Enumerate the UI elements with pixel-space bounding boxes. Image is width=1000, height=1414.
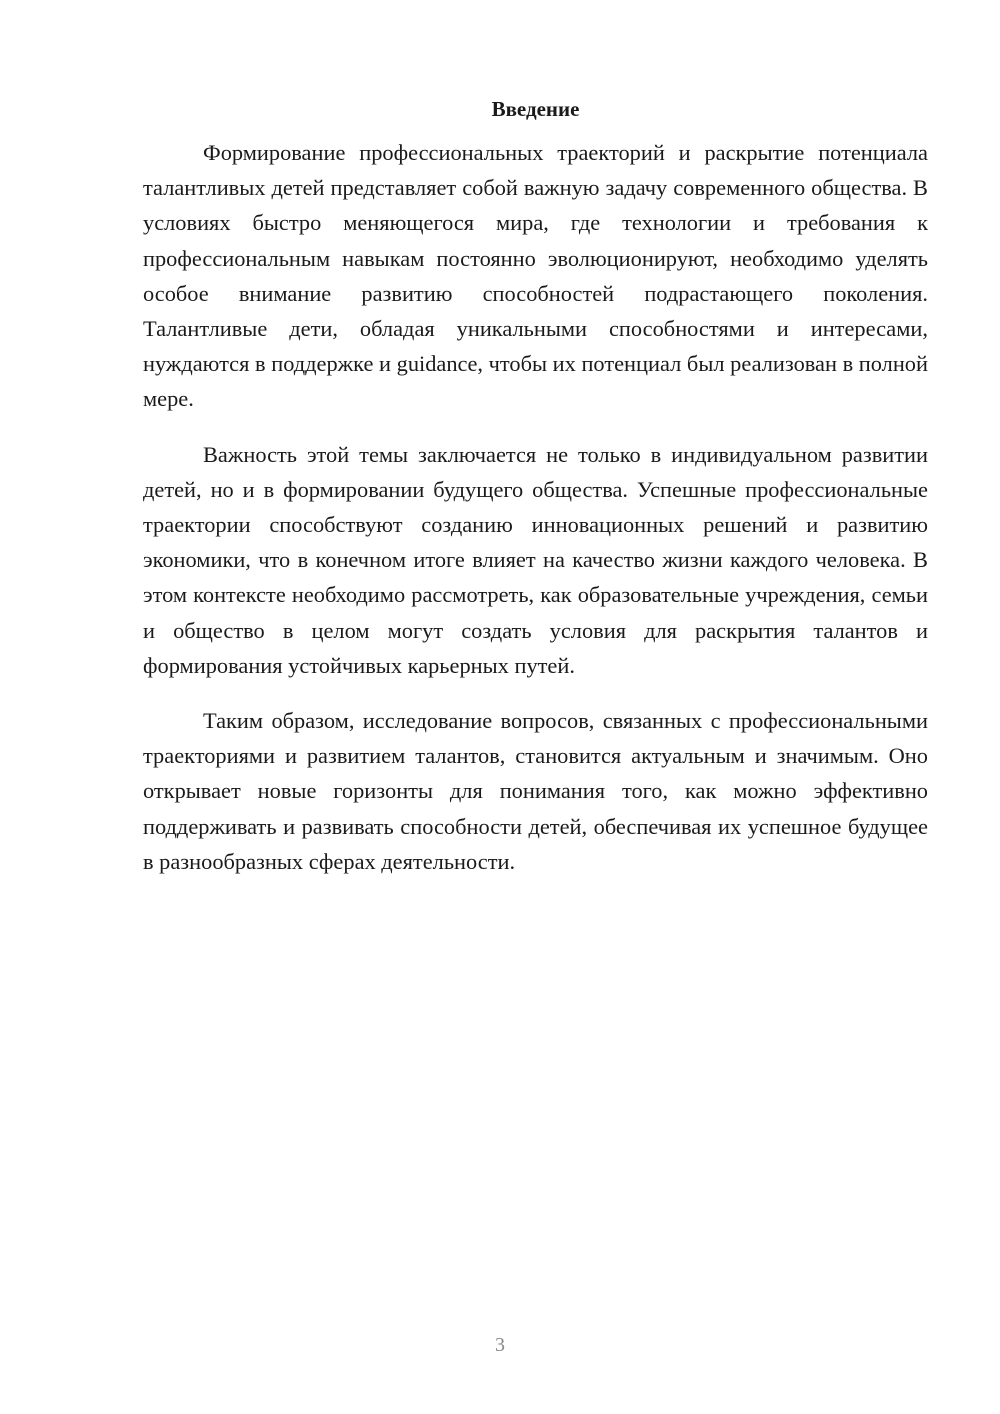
section-heading: Введение (491, 97, 580, 121)
paragraph-1: Формирование профессиональных траекторий и раскрытие потенциала талантливых детей представляет собой важную задачу современного общества. В условиях быстро меняющегося мира, где технологии и требования к профессиональным навыкам постоянно эволюционируют, необходимо уделять особое внимание развитию способностей подрастающего поколения. Талантливые дети, обладая уникальными способностями и интересами, нуждаются в поддержке и guidance, чтобы их потенциал был реализован в полной мере. (143, 140, 928, 412)
document-page (143, 92, 928, 899)
paragraph-2: Важность этой темы заключается не только в индивидуальном развитии детей, но и в формировании будущего общества. Успешные профессиональные траектории способствуют созданию инновационных решений и развитию экономики, что в конечном итоге влияет на качество жизни каждого человека. В этом контексте необходимо рассмотреть, как образовательные учреждения, семьи и общество в целом могут создать условия для раскрытия талантов и формирования устойчивых карьерных путей. (143, 441, 928, 678)
paragraph-3: Таким образом, исследование вопросов, связанных с профессиональными траекториями и развитием талантов, становится актуальным и значимым. Оно открывает новые горизонты для понимания того, как можно эффективно поддерживать и развивать способности детей, обеспечивая их успешное будущее в разнообразных сферах деятельности. (143, 708, 928, 874)
page-number: 3 (495, 1334, 505, 1356)
